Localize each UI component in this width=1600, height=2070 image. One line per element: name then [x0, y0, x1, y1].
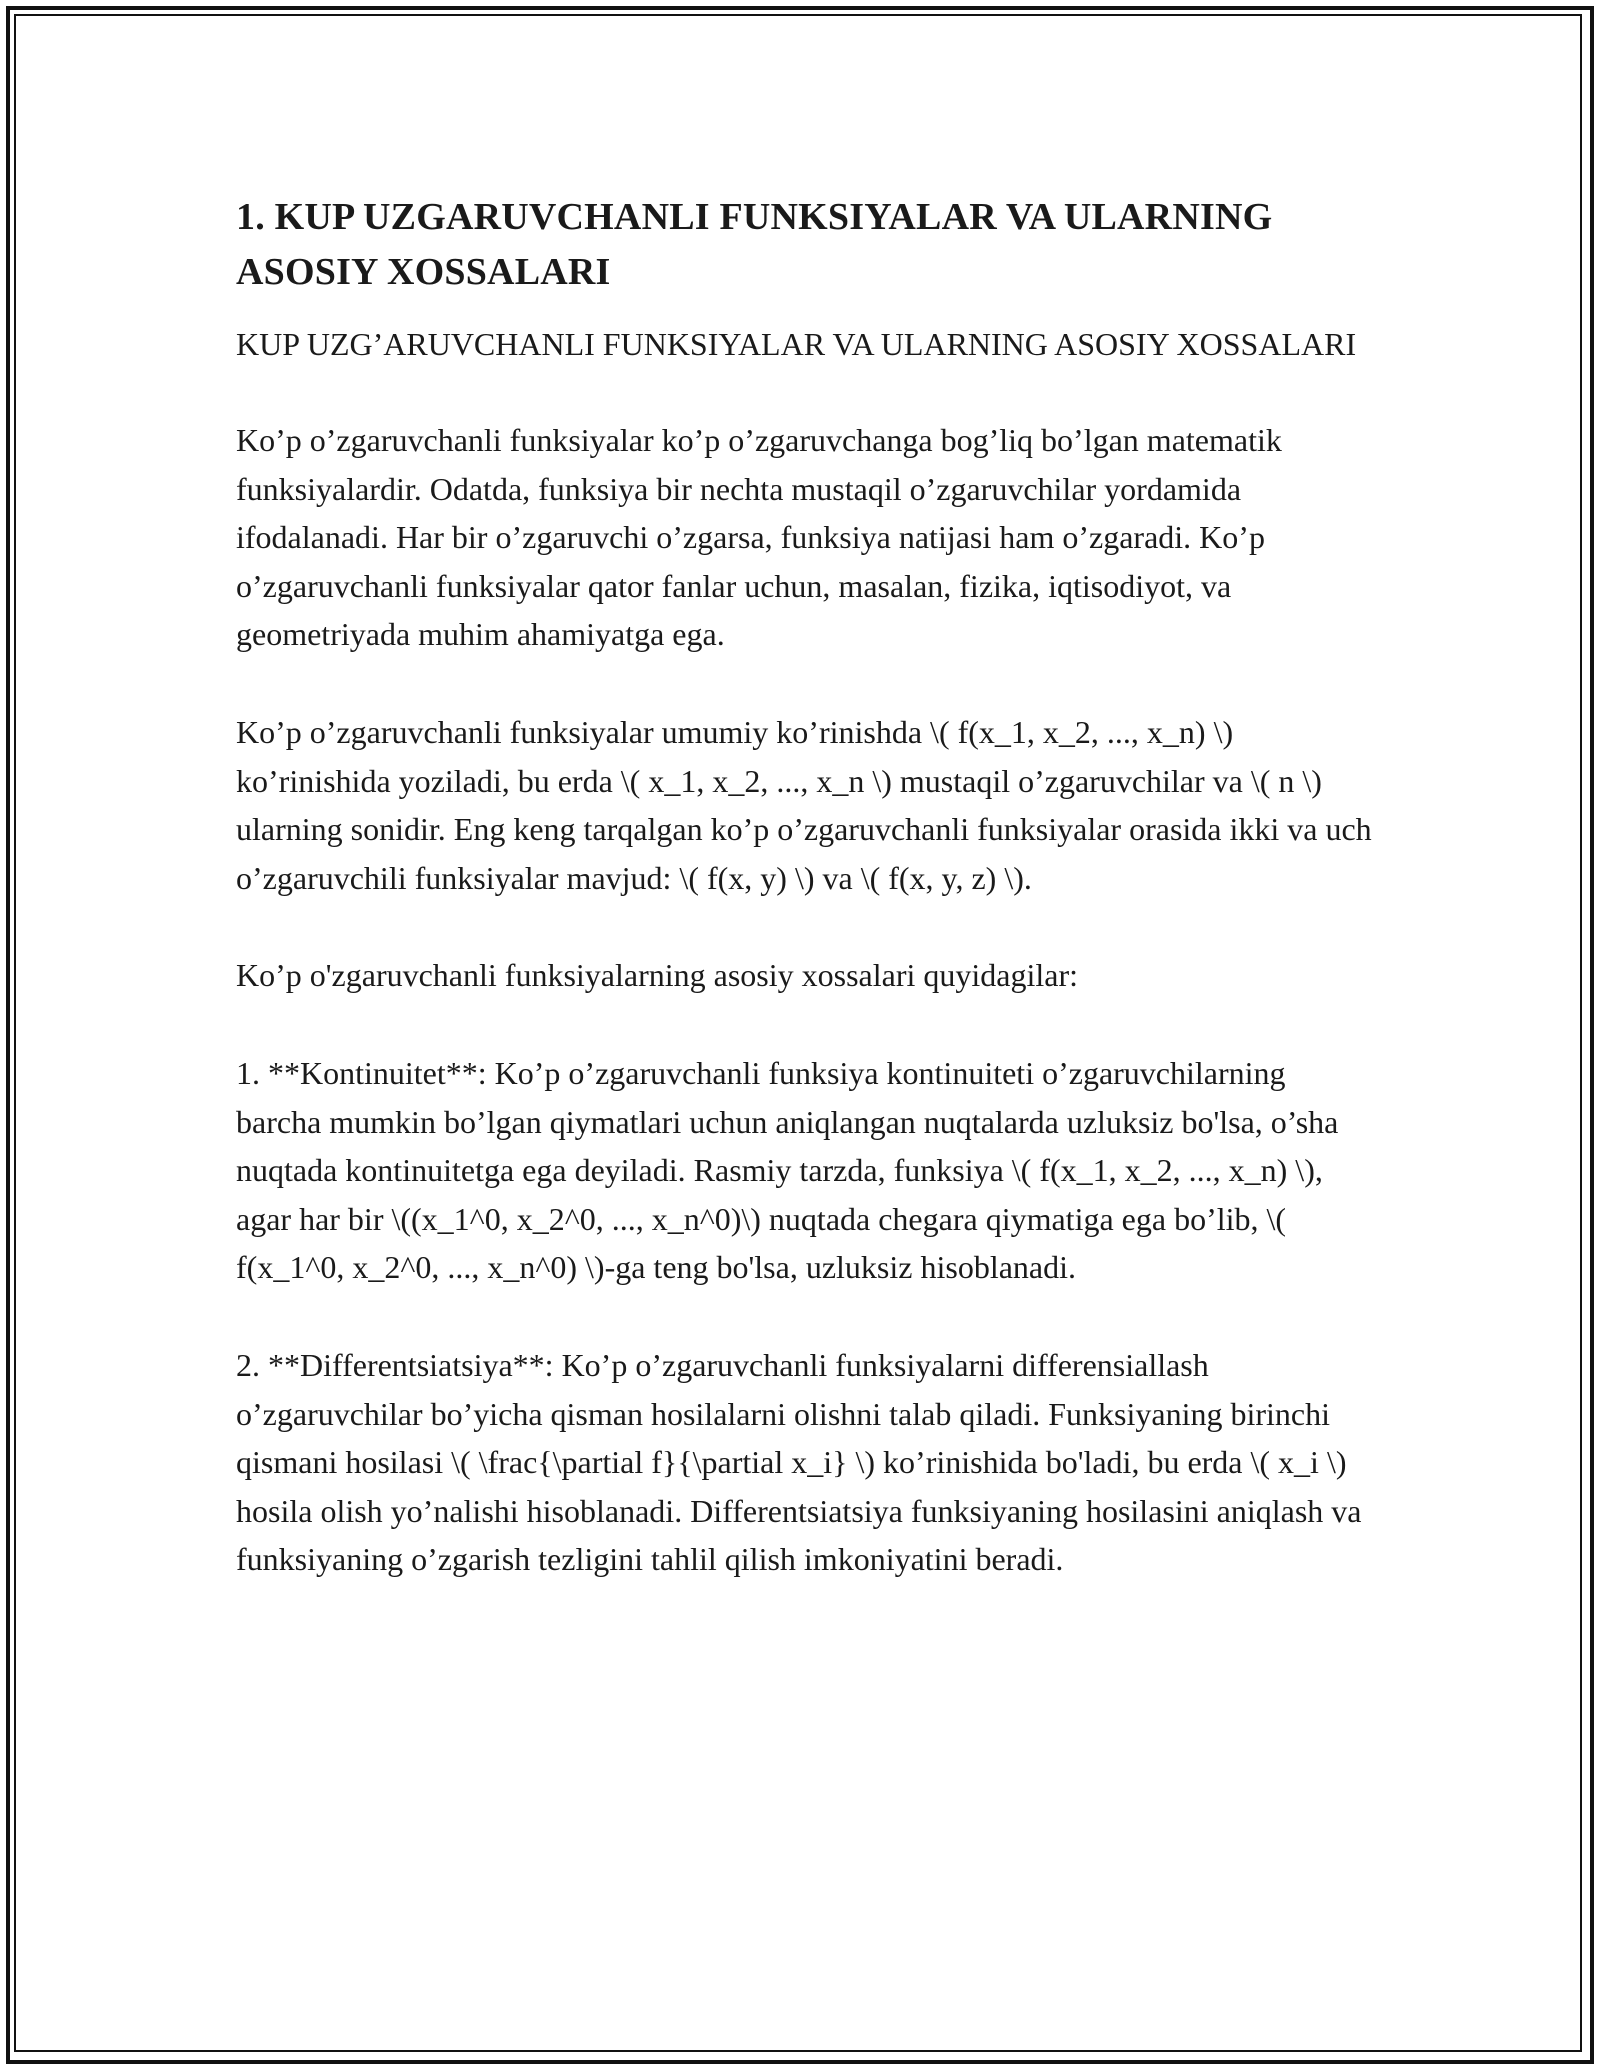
- document-title: 1. KUP UZGARUVCHANLI FUNKSIYALAR VA ULARNING ASOSIY XOSSALARI: [236, 196, 1273, 293]
- paragraph-differentiation: 2. **Differentsiatsiya**: Ko’p o’zgaruvchanli funksiyalarni differensiallash o’zgaruvchilar bo’yicha qisman hosilalarni olishni talab qiladi. Funksiyaning birinchi qismani hosilasi \( \frac{\partial f}{\partial x_i} \) ko’rinishida bo'ladi, bu erda \( x_i \) hosila olish yo’nalishi hisoblanadi. Differentsiatsiya funksiyaning hosilasini aniqlash va funksiyaning o’zgarish tezligini tahlil qilish imkoniyatini beradi.: [236, 1346, 1362, 1578]
- document-body: [236, 190, 1376, 1633]
- paragraph-continuity: 1. **Kontinuitet**: Ko’p o’zgaruvchanli funksiya kontinuiteti o’zgaruvchilarning barcha mumkin bo’lgan qiymatlari uchun aniqlangan nuqtalarda uzluksiz bo'lsa, o’sha nuqtada kontinuitetga ega deyiladi. Rasmiy tarzda, funksiya \( f(x_1, x_2, ..., x_n) \), agar har bir \((x_1^0, x_2^0, ..., x_n^0)\) nuqtada chegara qiymatiga ega bo’lib, \( f(x_1^0, x_2^0, ..., x_n^0) \)-ga teng bo'lsa, uzluksiz hisoblanadi.: [236, 1054, 1339, 1286]
- paragraph-properties-heading: Ko’p o'zgaruvchanli funksiyalarning asosiy xossalari quyidagilar:: [236, 957, 1078, 994]
- paragraph-intro: Ko’p o’zgaruvchanli funksiyalar ko’p o’zgaruvchanga bog’liq bo’lgan matematik funksiyalardir. Odatda, funksiya bir nechta mustaqil o’zgaruvchilar yordamida ifodalanadi. Har bir o’zgaruvchi o’zgarsa, funksiya natijasi ham o’zgaradi. Ko’p o’zgaruvchanli funksiyalar qator fanlar uchun, masalan, fizika, iqtisodiyot, va geometriyada muhim ahamiyatga ega.: [236, 422, 1282, 653]
- paragraph-general-form: Ko’p o’zgaruvchanli funksiyalar umumiy ko’rinishda \( f(x_1, x_2, ..., x_n) \) ko’rinishida yoziladi, bu erda \( x_1, x_2, ..., x_n \) mustaqil o’zgaruvchilar va \( n \) ularning sonidir. Eng keng tarqalgan ko’p o’zgaruvchanli funksiyalar orasida ikki va uch o’zgaruvchili funksiyalar mavjud: \( f(x, y) \) va \( f(x, y, z) \).: [236, 713, 1372, 896]
- document-subtitle: KUP UZG’ARUVCHANLI FUNKSIYALAR VA ULARNING ASOSIY XOSSALARI: [236, 326, 1357, 362]
